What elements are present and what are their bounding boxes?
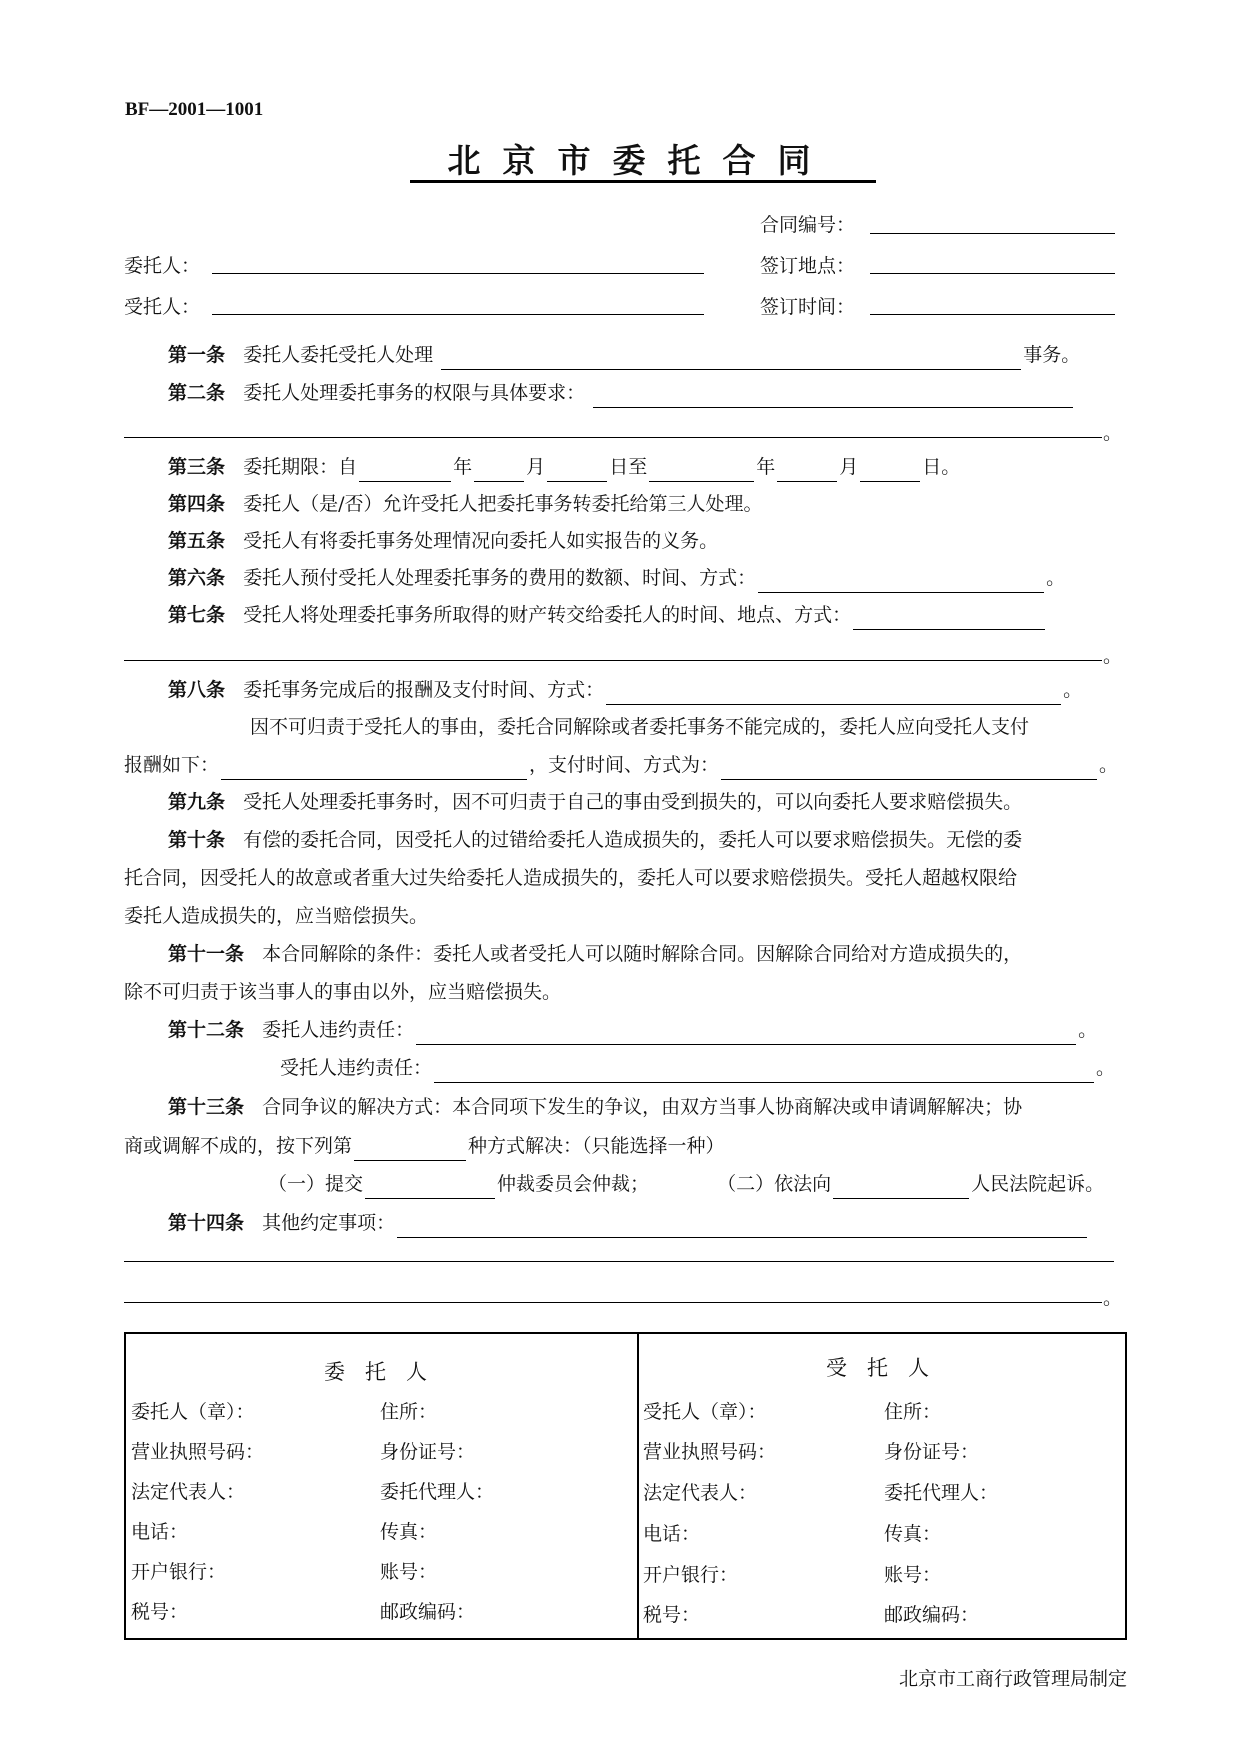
article-11-line1: 本合同解除的条件：委托人或者受托人可以随时解除合同。因解除合同给对方造成损失的，: [262, 943, 1023, 965]
document-title: 北京市委托合同: [447, 141, 833, 180]
agent-label: 受托人：: [124, 296, 201, 318]
article-6: [168, 563, 1065, 593]
article-12-agent-blank[interactable]: [434, 1060, 1094, 1083]
month-label-2: 月: [839, 456, 859, 478]
option-1-label: （一）提交: [268, 1173, 364, 1195]
article-1-title: 第一条: [168, 344, 226, 366]
article-3-end-month[interactable]: [777, 459, 837, 482]
article-3-end-year[interactable]: [649, 459, 754, 482]
sign-place-label: 签订地点：: [760, 255, 856, 277]
principal-address-label: 住所：: [380, 1401, 438, 1423]
agent-seal-label: 受托人（章）：: [643, 1401, 767, 1423]
article-10-title: 第十条: [168, 829, 226, 851]
sign-time-label: 签订时间：: [760, 296, 856, 318]
article-1-blank[interactable]: [441, 347, 1021, 370]
principal-bank-label: 开户银行：: [131, 1561, 227, 1583]
article-3-start-year[interactable]: [359, 459, 451, 482]
article-5: [168, 526, 718, 556]
year-label: 年: [453, 456, 473, 478]
remuneration-label: 报酬如下：: [124, 754, 220, 776]
article-14-text: 其他约定事项：: [262, 1212, 396, 1234]
article-13-title: 第十三条: [168, 1096, 245, 1118]
party-table-divider: [637, 1332, 639, 1640]
article-6-text: 委托人预付受托人处理委托事务的费用的数额、时间、方式：: [243, 567, 757, 589]
article-8-para2-line1: 因不可归责于受托人的事由，委托合同解除或者委托事务不能完成的，委托人应向受托人支付: [250, 716, 1030, 738]
court-blank[interactable]: [833, 1176, 969, 1199]
arbitration-blank[interactable]: [365, 1176, 495, 1199]
article-14-blank-line3[interactable]: [124, 1302, 1102, 1303]
article-8-title: 第八条: [168, 679, 226, 701]
agent-license-label: 营业执照号码：: [643, 1441, 777, 1463]
article-13-choice-label: 商或调解不成的，按下列第: [124, 1135, 353, 1157]
article-12-period-2: 。: [1096, 1057, 1116, 1079]
agent-phone-label: 电话：: [643, 1523, 701, 1545]
article-13-choice-blank[interactable]: [354, 1138, 466, 1161]
contract-no-label: 合同编号：: [760, 214, 856, 236]
article-3-start-day[interactable]: [547, 459, 607, 482]
principal-legal-rep-label: 法定代表人：: [131, 1481, 246, 1503]
agent-column-header: 受托人: [826, 1356, 949, 1380]
article-2: [168, 378, 1075, 408]
sign-place-field[interactable]: [870, 249, 1115, 274]
payment-method-label: ，支付时间、方式为：: [529, 754, 720, 776]
article-8-period: 。: [1063, 679, 1083, 701]
article-9-text: 受托人处理委托事务时，因不可归责于自己的事由受到损失的，可以向委托人要求赔偿损失。: [243, 791, 1023, 813]
article-12-agent-label: 受托人违约责任：: [280, 1057, 433, 1079]
article-1: [168, 340, 1080, 370]
article-3: [168, 452, 960, 482]
article-14-blank-line2[interactable]: [124, 1261, 1114, 1262]
principal-seal-label: 委托人（章）：: [131, 1401, 255, 1423]
year-label-2: 年: [756, 456, 776, 478]
agent-postcode-label: 邮政编码：: [884, 1604, 980, 1626]
article-2-blank[interactable]: [593, 385, 1073, 408]
principal-license-label: 营业执照号码：: [131, 1441, 265, 1463]
principal-proxy-label: 委托代理人：: [380, 1481, 495, 1503]
agent-tax-label: 税号：: [643, 1604, 701, 1626]
agent-address-label: 住所：: [884, 1401, 942, 1423]
article-7: [168, 600, 1047, 630]
article-7-blank-line2[interactable]: [124, 660, 1102, 661]
article-10-line1: 有偿的委托合同，因受托人的过错给委托人造成损失的，委托人可以要求赔偿损失。无偿的委: [243, 829, 1023, 851]
agent-id-label: 身份证号：: [884, 1441, 980, 1463]
article-2-blank-line2[interactable]: [124, 437, 1102, 438]
article-10-line2: 托合同，因受托人的故意或者重大过失给委托人造成损失的，委托人可以要求赔偿损失。受托人超越权限给: [124, 867, 1018, 889]
article-14-title: 第十四条: [168, 1212, 245, 1234]
article-4-title: 第四条: [168, 493, 226, 515]
article-3-start-month[interactable]: [474, 459, 524, 482]
article-7-title: 第七条: [168, 604, 226, 626]
article-4: [168, 489, 763, 519]
article-13-choice-suffix: 种方式解决：（只能选择一种）: [468, 1135, 725, 1157]
principal-account-label: 账号：: [380, 1561, 438, 1583]
day-to-label: 日至: [609, 456, 648, 478]
article-13-line1: 合同争议的解决方式：本合同项下发生的争议，由双方当事人协商解决或申请调解解决；协: [262, 1096, 1023, 1118]
agent-legal-rep-label: 法定代表人：: [643, 1482, 758, 1504]
article-13-line2: [124, 1131, 725, 1161]
article-8-para2-line2: [124, 750, 1118, 780]
article-1-text: 委托人委托受托人处理: [243, 344, 434, 366]
article-2-text: 委托人处理委托事务的权限与具体要求：: [243, 382, 586, 404]
article-6-title: 第六条: [168, 567, 226, 589]
article-10-line3: 委托人造成损失的，应当赔偿损失。: [124, 905, 429, 927]
article-12-line2: [280, 1053, 1115, 1083]
article-7-period: 。: [1103, 645, 1123, 667]
article-5-title: 第五条: [168, 530, 226, 552]
article-14-period: 。: [1103, 1287, 1123, 1309]
principal-column-header: 委托人: [324, 1360, 447, 1384]
principal-field[interactable]: [212, 249, 704, 274]
article-1-end: 事务。: [1023, 344, 1081, 366]
agent-account-label: 账号：: [884, 1564, 942, 1586]
article-6-blank[interactable]: [758, 570, 1044, 593]
principal-phone-label: 电话：: [131, 1521, 189, 1543]
remuneration-blank[interactable]: [221, 757, 527, 780]
agent-proxy-label: 委托代理人：: [884, 1482, 999, 1504]
contract-no-field[interactable]: [870, 209, 1115, 234]
article-4-text: 委托人（是/否）允许受托人把委托事务转委托给第三人处理。: [243, 493, 763, 515]
payment-method-blank[interactable]: [721, 757, 1097, 780]
article-11: [168, 939, 1022, 969]
principal-id-label: 身份证号：: [380, 1441, 476, 1463]
principal-tax-label: 税号：: [131, 1601, 189, 1623]
principal-fax-label: 传真：: [380, 1521, 438, 1543]
agent-field[interactable]: [212, 290, 704, 315]
issuer-footer: 北京市工商行政管理局制定: [898, 1668, 1127, 1690]
article-14-blank[interactable]: [397, 1215, 1087, 1238]
agent-fax-label: 传真：: [884, 1523, 942, 1545]
article-2-title: 第二条: [168, 382, 226, 404]
article-12-principal-blank[interactable]: [416, 1022, 1076, 1045]
article-6-period: 。: [1046, 567, 1066, 589]
form-code: BF—2001—1001: [125, 99, 264, 120]
article-7-text: 受托人将处理委托事务所取得的财产转交给委托人的时间、地点、方式：: [243, 604, 852, 626]
article-14: [168, 1208, 1089, 1238]
article-3-end-day[interactable]: [860, 459, 920, 482]
article-13: [168, 1092, 1022, 1122]
article-8-blank[interactable]: [606, 682, 1061, 705]
day-label-2: 日。: [922, 456, 961, 478]
article-9-title: 第九条: [168, 791, 226, 813]
principal-label: 委托人：: [124, 255, 201, 277]
article-11-title: 第十一条: [168, 943, 245, 965]
agent-bank-label: 开户银行：: [643, 1564, 739, 1586]
principal-postcode-label: 邮政编码：: [380, 1601, 476, 1623]
article-3-title: 第三条: [168, 456, 226, 478]
article-8: [168, 675, 1082, 705]
article-8-period-2: 。: [1099, 754, 1119, 776]
option-1-suffix: 仲裁委员会仲裁；: [497, 1173, 650, 1195]
article-13-options: [268, 1169, 1104, 1199]
article-9: [168, 787, 1022, 817]
article-12-period: 。: [1078, 1019, 1098, 1041]
article-12: [168, 1015, 1097, 1045]
article-3-from: 委托期限：自: [243, 456, 358, 478]
option-2-label: （二）依法向: [717, 1173, 832, 1195]
article-12-title: 第十二条: [168, 1019, 245, 1041]
article-7-blank[interactable]: [853, 607, 1045, 630]
article-12-principal-label: 委托人违约责任：: [262, 1019, 415, 1041]
option-2-suffix: 人民法院起诉。: [971, 1173, 1105, 1195]
article-5-text: 受托人有将委托事务处理情况向委托人如实报告的义务。: [243, 530, 719, 552]
article-11-line2: 除不可归责于该当事人的事由以外，应当赔偿损失。: [124, 981, 562, 1003]
article-8-text: 委托事务完成后的报酬及支付时间、方式：: [243, 679, 605, 701]
sign-time-field[interactable]: [870, 290, 1115, 315]
article-2-period: 。: [1103, 422, 1123, 444]
title-underline: [410, 180, 876, 183]
month-label: 月: [526, 456, 546, 478]
article-10: [168, 825, 1022, 855]
